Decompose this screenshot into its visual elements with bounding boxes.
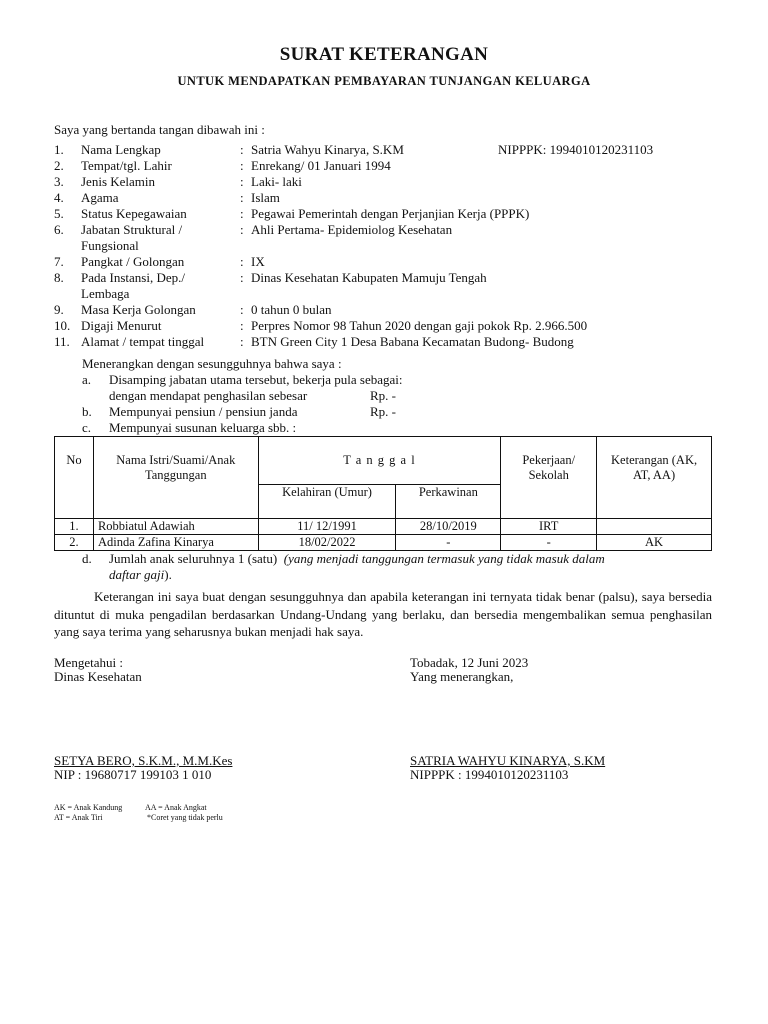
field-number: 4. <box>54 190 64 205</box>
item-d-italic: (yang menjadi tanggungan termasuk yang tidak masuk dalam <box>283 551 605 566</box>
field-label: Pangkat / Golongan <box>81 254 185 269</box>
item-c-letter: c. <box>82 420 92 435</box>
field-label: Masa Kerja Golongan <box>81 302 196 317</box>
item-d-line <box>109 551 605 567</box>
field-value: Enrekang/ 01 Januari 1994 <box>251 158 391 173</box>
left-sig-nip: NIP : 19680717 199103 1 010 <box>54 767 212 782</box>
item-d-text: Jumlah anak seluruhnya 1 (satu) <box>109 551 278 566</box>
field-number: 11. <box>54 334 70 349</box>
field-value: Satria Wahyu Kinarya, S.KM <box>251 142 404 157</box>
row-no: 1. <box>55 519 94 535</box>
field-colon: : <box>240 206 244 221</box>
field-label: Digaji Menurut <box>81 318 162 333</box>
document-subtitle: UNTUK MENDAPATKAN PEMBAYARAN TUNJANGAN KELUARGA <box>177 74 591 88</box>
legend-ak: AK = Anak Kandung <box>54 803 123 812</box>
row-kerja: - <box>501 535 597 551</box>
item-a-text2: dengan mendapat penghasilan sebesar <box>109 388 308 403</box>
field-number: 1. <box>54 142 64 157</box>
field-colon: : <box>240 222 244 237</box>
field-label: Alamat / tempat tinggal <box>81 334 205 349</box>
row-lahir: 18/02/2022 <box>258 535 396 551</box>
item-a-rp: Rp. - <box>370 388 396 403</box>
field-number: 7. <box>54 254 64 269</box>
field-label: Agama <box>81 190 119 205</box>
item-b-text: Mempunyai pensiun / pensiun janda <box>109 404 298 419</box>
right-sig-line2: Yang menerangkan, <box>410 669 514 684</box>
header-keterangan: Keterangan (AK, AT, AA) <box>597 437 712 519</box>
field-value: BTN Green City 1 Desa Babana Kecamatan Budong- Budong <box>251 334 574 349</box>
right-sig-name: SATRIA WAHYU KINARYA, S.KM <box>410 753 606 768</box>
left-sig-line2: Dinas Kesehatan <box>54 669 142 684</box>
item-c-text: Mempunyai susunan keluarga sbb. : <box>109 420 297 435</box>
field-label: Tempat/tgl. Lahir <box>81 158 172 173</box>
legend-note: *Coret yang tidak perlu <box>147 813 223 822</box>
row-ket <box>597 519 712 535</box>
document-title: SURAT KETERANGAN <box>279 44 489 65</box>
field-number: 3. <box>54 174 64 189</box>
item-d-line2 <box>109 567 172 583</box>
field-colon: : <box>240 158 244 173</box>
field-label-continued: Fungsional <box>81 238 139 253</box>
field-number: 6. <box>54 222 64 237</box>
field-colon: : <box>240 334 244 349</box>
field-label: Status Kepegawaian <box>81 206 187 221</box>
legend-at: AT = Anak Tiri <box>54 813 103 822</box>
row-name: Adinda Zafina Kinarya <box>93 535 258 551</box>
row-no: 2. <box>55 535 94 551</box>
field-colon: : <box>240 254 244 269</box>
declare-text: Menerangkan dengan sesungguhnya bahwa saya : <box>82 356 342 371</box>
item-b-rp: Rp. - <box>370 404 396 419</box>
row-kawin: - <box>396 535 501 551</box>
field-number: 2. <box>54 158 64 173</box>
field-value: Islam <box>251 190 280 205</box>
field-label: Jabatan Struktural / <box>81 222 183 237</box>
table-row <box>55 535 712 551</box>
field-label-continued: Lembaga <box>81 286 130 301</box>
field-colon: : <box>240 270 244 285</box>
item-d-italic2: daftar gaji <box>109 567 165 582</box>
header-tanggal: T a n g g a l <box>258 437 501 485</box>
field-value: Pegawai Pemerintah dengan Perjanjian Kerja (PPPK) <box>251 206 530 221</box>
field-value: IX <box>251 254 265 269</box>
header-no: No <box>55 437 94 519</box>
field-value: 0 tahun 0 bulan <box>251 302 332 317</box>
legend-aa: AA = Anak Angkat <box>145 803 207 812</box>
row-name: Robbiatul Adawiah <box>93 519 258 535</box>
left-sig-line1: Mengetahui : <box>54 655 123 670</box>
intro-text: Saya yang bertanda tangan dibawah ini : <box>54 122 265 137</box>
header-name: Nama Istri/Suami/Anak Tanggungan <box>93 437 258 519</box>
family-table <box>54 436 712 551</box>
field-number: 10. <box>54 318 71 333</box>
field-number: 9. <box>54 302 64 317</box>
field-label: Pada Instansi, Dep./ <box>81 270 185 285</box>
field-value: Perpres Nomor 98 Tahun 2020 dengan gaji pokok Rp. 2.966.500 <box>251 318 588 333</box>
field-extra: NIPPPK: 1994010120231103 <box>498 142 654 157</box>
field-colon: : <box>240 174 244 189</box>
item-a-text: Disamping jabatan utama tersebut, bekerja pula sebagai: <box>109 372 403 387</box>
left-sig-name: SETYA BERO, S.K.M., M.M.Kes <box>54 753 233 768</box>
field-number: 8. <box>54 270 64 285</box>
item-d-letter: d. <box>82 551 92 566</box>
header-kelahiran: Kelahiran (Umur) <box>258 485 396 519</box>
field-colon: : <box>240 302 244 317</box>
row-kawin: 28/10/2019 <box>396 519 501 535</box>
field-value: Dinas Kesehatan Kabupaten Mamuju Tengah <box>251 270 487 285</box>
row-ket: AK <box>597 535 712 551</box>
field-label: Jenis Kelamin <box>81 174 156 189</box>
right-sig-line1: Tobadak, 12 Juni 2023 <box>410 655 529 670</box>
item-b-letter: b. <box>82 404 92 419</box>
statement-paragraph: Keterangan ini saya buat dengan sesungguhnya dan apabila keterangan ini ternyata tidak benar (palsu), saya bersedia dituntut di muka pengadilan berdasarkan Undang-Undang yang berlaku, dan bersedia mengembalikan semua penghasilan yang saya terima yang seharusnya bukan menjadi hak saya. <box>54 589 712 639</box>
field-colon: : <box>240 142 244 157</box>
header-pekerjaan: Pekerjaan/ Sekolah <box>501 437 597 519</box>
item-d-end: ). <box>164 567 172 582</box>
item-a-letter: a. <box>82 372 92 387</box>
header-perkawinan: Perkawinan <box>396 485 501 519</box>
field-value: Laki- laki <box>251 174 302 189</box>
field-label: Nama Lengkap <box>81 142 161 157</box>
row-lahir: 11/ 12/1991 <box>258 519 396 535</box>
field-value: Ahli Pertama- Epidemiolog Kesehatan <box>251 222 453 237</box>
right-sig-nip: NIPPPK : 1994010120231103 <box>410 767 569 782</box>
field-colon: : <box>240 190 244 205</box>
field-number: 5. <box>54 206 64 221</box>
table-row <box>55 519 712 535</box>
row-kerja: IRT <box>501 519 597 535</box>
field-colon: : <box>240 318 244 333</box>
